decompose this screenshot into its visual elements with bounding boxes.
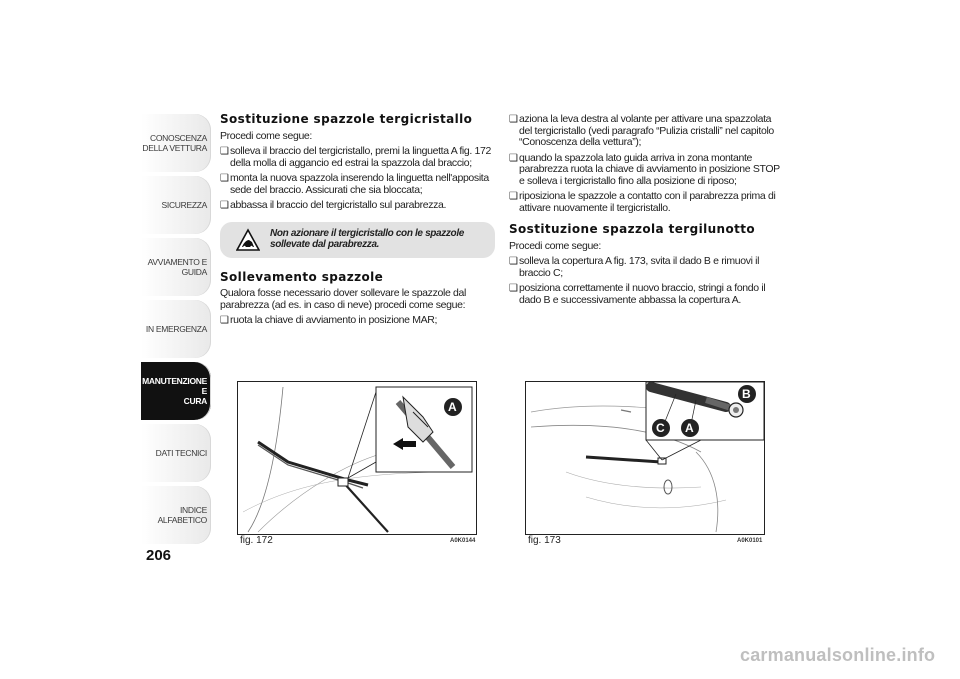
checkbox-bullet-icon: ❑ <box>509 283 518 294</box>
list-item: ❑ solleva il braccio del tergicristallo, premi la linguetta A fig. 172 della molla di aggancio ed estrai la spazzola dal braccio; <box>220 145 492 169</box>
steps-list <box>220 146 495 212</box>
checkbox-bullet-icon: ❑ <box>220 146 229 157</box>
list-item: ❑ abbassa il braccio del tergicristallo sul parabrezza. <box>220 199 447 211</box>
checkbox-bullet-icon: ❑ <box>220 315 229 326</box>
column-left <box>220 114 495 331</box>
wiper-blade-illustration <box>238 382 476 534</box>
tab-indice[interactable]: INDICE ALFABETICO <box>141 486 211 544</box>
figure-173 <box>525 381 765 535</box>
figure-173-code: A0K0101 <box>737 538 763 544</box>
callout-b-label: B <box>742 387 751 401</box>
section-title-rear-wiper: Sostituzione spazzola tergilunotto <box>509 222 756 236</box>
figure-172-code: A0K0144 <box>450 538 476 544</box>
warning-text: Non azionare il tergicristallo con le spazzole sollevate dal parabrezza. <box>270 227 464 250</box>
list-item: ❑ aziona la leva destra al volante per attivare una spazzolata del tergicristallo (vedi paragrafo “Pulizia cristalli” nel capitolo “Conoscenza della vettura”); <box>509 113 774 148</box>
checkbox-bullet-icon: ❑ <box>509 152 518 164</box>
watermark: carmanualsonline.info <box>740 645 936 665</box>
column-right <box>509 114 784 310</box>
figure-172-caption: fig. 172 <box>240 535 273 546</box>
tab-emergenza[interactable]: IN EMERGENZA <box>141 300 211 358</box>
callout-a-label: A <box>685 421 694 435</box>
list-item: ❑ ruota la chiave di avviamento in posizione MAR; <box>220 314 438 326</box>
checkbox-bullet-icon: ❑ <box>509 191 518 202</box>
callout-a-label: A <box>448 400 457 414</box>
checkbox-bullet-icon: ❑ <box>220 173 229 184</box>
checkbox-bullet-icon: ❑ <box>509 114 518 125</box>
page-number: 206 <box>146 547 172 564</box>
tab-conoscenza[interactable]: CONOSCENZA DELLA VETTURA <box>141 114 211 172</box>
section-intro: Procedi come segue: <box>509 239 601 252</box>
section-title-wiper-blades: Sostituzione spazzole tergicristallo <box>220 112 473 126</box>
section-intro: Qualora fosse necessario dover sollevare le spazzole dal parabrezza (ad es. in caso di neve) procedi come segue: <box>220 287 466 311</box>
tab-manutenzione[interactable]: MANUTENZIONE E CURA <box>141 362 211 420</box>
list-item: ❑ solleva la copertura A fig. 173, svita il dado B e rimuovi il braccio C; <box>509 255 760 279</box>
tab-dati-tecnici[interactable]: DATI TECNICI <box>141 424 211 482</box>
figure-173-caption: fig. 173 <box>528 535 561 546</box>
list-item: ❑ riposiziona le spazzole a contatto con il parabrezza prima di attivare nuovamente il tergicristallo. <box>509 190 776 214</box>
callout-c-label: C <box>656 421 665 435</box>
tab-avviamento[interactable]: AVVIAMENTO E GUIDA <box>141 238 211 296</box>
warning-triangle-icon <box>236 228 260 252</box>
steps-list <box>220 315 495 327</box>
list-item: ❑ monta la nuova spazzola inserendo la linguetta nell'apposita sede del braccio. Assicurati che sia bloccata; <box>220 172 489 196</box>
section-intro: Procedi come segue: <box>220 129 312 142</box>
list-item: ❑ quando la spazzola lato guida arriva in zona montante parabrezza ruota la chiave di avviamento in posizione STOP e solleva i tergicristallo fino alla posizione di riposo; <box>509 151 780 187</box>
warning-box <box>220 222 495 258</box>
tab-sicurezza[interactable]: SICUREZZA <box>141 176 211 234</box>
steps-list <box>509 114 784 214</box>
rear-wiper-illustration <box>526 382 764 534</box>
section-title-lifting: Sollevamento spazzole <box>220 269 384 284</box>
list-item: ❑ posiziona correttamente il nuovo braccio, stringi a fondo il dado B e successivamente abbassa la copertura A. <box>509 282 766 306</box>
figure-172 <box>237 381 477 535</box>
steps-list <box>509 256 784 306</box>
checkbox-bullet-icon: ❑ <box>220 200 229 211</box>
checkbox-bullet-icon: ❑ <box>509 256 518 267</box>
